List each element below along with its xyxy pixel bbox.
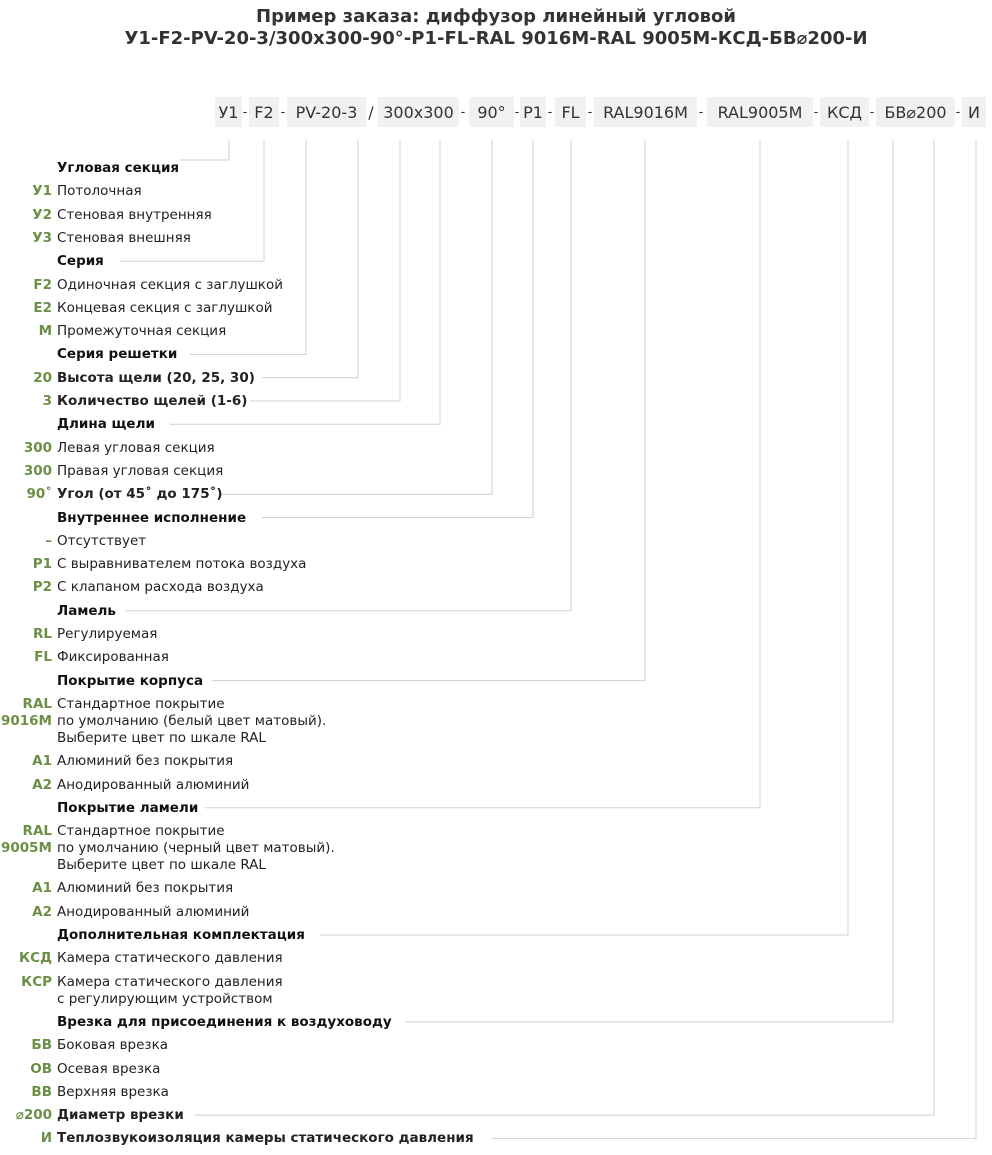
connector-line (405, 140, 893, 1022)
item-description-line: Анодированный алюминий (57, 903, 250, 920)
item-description (57, 277, 283, 294)
item-description-line: Осевая врезка (57, 1060, 161, 1077)
item-description (57, 753, 233, 770)
code-segment: PV-20-3 (287, 97, 366, 127)
item-code: F2 (33, 276, 52, 293)
connector-line (220, 140, 492, 494)
item-description (57, 626, 157, 643)
code-segment: FL (555, 97, 586, 127)
item-code: P2 (32, 579, 52, 596)
section-title: Дополнительная комплектация (57, 927, 305, 943)
item-code: E2 (33, 299, 52, 316)
item-description-line: Диаметр врезки (57, 1107, 184, 1124)
item-description-line: С клапаном расхода воздуха (57, 579, 264, 596)
item-description-line: Высота щели (20, 25, 30) (57, 369, 255, 386)
item-description-line: Отсутствует (57, 532, 147, 549)
item-code: – (45, 532, 52, 549)
code-separator: - (587, 104, 593, 120)
item-description (57, 777, 249, 794)
item-code: RL (33, 626, 52, 642)
section-title: Угловая секция (57, 160, 180, 176)
item-description-line: Регулируемая (57, 626, 158, 642)
item-description-line: Потолочная (57, 183, 142, 200)
item-description (57, 230, 191, 247)
item-description-line: Верхняя врезка (57, 1083, 169, 1100)
item-description (57, 1061, 160, 1078)
item-code: ⌀200 (15, 1107, 52, 1124)
item-description (57, 393, 247, 410)
item-code: КСД (19, 950, 52, 967)
code-separator: - (547, 104, 553, 120)
item-description (57, 323, 226, 340)
code-segment: У1 (215, 97, 242, 127)
item-description-line: Стеновая внешняя (57, 229, 191, 246)
code-separator: - (280, 104, 286, 120)
connector-line (492, 140, 976, 1138)
connector-line (320, 140, 848, 935)
item-code: ОВ (30, 1060, 52, 1077)
item-description (57, 823, 335, 874)
item-code: M (38, 323, 52, 340)
code-segment: И (962, 97, 986, 127)
item-description (57, 904, 249, 921)
item-description-line: С выравнивателем потока воздуха (57, 556, 307, 573)
code-separator: - (460, 104, 466, 120)
item-description-line: Правая угловая секция (57, 462, 224, 479)
code-segment: 300x300 (378, 97, 459, 127)
item-description-line: Промежуточная секция (57, 323, 227, 340)
item-description (57, 440, 215, 457)
section-title: Ламель (57, 602, 116, 619)
code-separator: - (869, 104, 875, 120)
item-description-line: Концевая секция с заглушкой (57, 299, 273, 316)
item-code: A2 (32, 776, 52, 793)
item-code: 20 (33, 369, 52, 386)
item-code: 300 (23, 462, 52, 479)
section-title: Покрытие ламели (57, 799, 199, 816)
item-description (57, 463, 223, 480)
item-description (57, 579, 264, 596)
code-segment: RAL9016M (594, 97, 697, 127)
item-description-line: по умолчанию (белый цвет матовый). (57, 712, 327, 729)
connector-line (250, 140, 400, 401)
code-segment: RAL9005M (707, 97, 813, 127)
item-description-line: Количество щелей (1-6) (57, 393, 248, 409)
code-separator: - (242, 104, 248, 120)
code-segment: F2 (249, 97, 279, 127)
code-segment: 90° (469, 97, 514, 127)
item-description-line: Фиксированная (57, 649, 169, 666)
item-description-line: Левая угловая секция (57, 439, 215, 456)
item-code: 300 (23, 439, 52, 456)
item-description (57, 696, 326, 747)
item-code: RAL 9005M (0, 823, 52, 857)
item-description-line: Выберите цвет по шкале RAL (57, 729, 266, 746)
item-description (57, 533, 146, 550)
item-description-line: Выберите цвет по шкале RAL (57, 857, 266, 874)
code-separator: - (514, 104, 520, 120)
item-description (57, 183, 142, 200)
item-description-line: Камера статического давления (57, 950, 283, 967)
item-description (57, 649, 169, 666)
connector-line (180, 140, 229, 160)
item-description-line: Алюминий без покрытия (57, 880, 234, 897)
connector-line (212, 140, 645, 681)
section-title: Внутреннее исполнение (57, 509, 247, 526)
item-description-line: Одиночная секция с заглушкой (57, 276, 283, 293)
title-line-2: У1-F2-PV-20-3/300x300-90°-P1-FL-RAL 9016M-RAL 9005M-КСД-БВ⌀200-И (124, 28, 868, 49)
item-code: FL (34, 649, 52, 666)
item-description-line: Угол (от 45˚ до 175˚) (57, 486, 223, 503)
item-code: И (40, 1130, 52, 1147)
item-description-line: Камера статического давления (57, 973, 283, 990)
item-description (57, 974, 283, 1008)
item-description-line: Алюминий без покрытия (57, 753, 234, 770)
connector-line (262, 140, 358, 378)
item-code: У3 (32, 229, 52, 246)
section-title: Серия (57, 253, 104, 270)
item-description-line: Стандартное покрытие (57, 695, 225, 712)
item-description-line: Боковая врезка (57, 1037, 169, 1054)
item-description (57, 1084, 169, 1101)
item-code: КСР (21, 973, 52, 990)
item-description (57, 370, 255, 387)
section-title: Длина щели (57, 416, 155, 433)
section-title: Врезка для присоединения к воздуховоду (57, 1013, 392, 1030)
code-separator: - (698, 104, 704, 120)
item-description (57, 486, 223, 503)
item-code: A1 (32, 753, 52, 770)
code-segment: P1 (520, 97, 546, 127)
item-description-line: Стандартное покрытие (57, 823, 225, 840)
item-description (57, 300, 272, 317)
item-description-line: Анодированный алюминий (57, 776, 250, 793)
code-segment: КСД (820, 97, 869, 127)
item-code: ВВ (31, 1083, 52, 1100)
item-code: БВ (31, 1037, 52, 1054)
code-separator: - (955, 104, 961, 120)
item-code: 90˚ (26, 486, 52, 503)
item-description (57, 950, 283, 967)
item-code: У2 (32, 206, 52, 223)
item-description (57, 880, 233, 897)
code-segment: БВ⌀200 (876, 97, 955, 127)
code-separator: / (368, 102, 374, 122)
section-title: Серия решетки (57, 346, 178, 363)
item-code: RAL 9016M (0, 695, 52, 729)
section-title: Покрытие корпуса (57, 672, 204, 689)
item-description (57, 207, 212, 224)
code-separator: - (813, 104, 819, 120)
item-description (57, 1037, 168, 1054)
item-code: P1 (32, 556, 52, 573)
item-code: A2 (32, 903, 52, 920)
item-description-line: Теплозвукоизоляция камеры статического давления (57, 1130, 474, 1147)
item-description (57, 556, 306, 573)
item-code: A1 (32, 880, 52, 897)
item-description-line: по умолчанию (черный цвет матовый). (57, 840, 335, 857)
item-code: 3 (42, 393, 52, 409)
item-description (57, 1107, 184, 1124)
item-description-line: с регулирующим устройством (57, 990, 273, 1007)
item-description-line: Стеновая внутренняя (57, 206, 212, 223)
item-description (57, 1130, 474, 1147)
title-line-1: Пример заказа: диффузор линейный угловой (256, 6, 736, 27)
item-code: У1 (32, 183, 52, 200)
